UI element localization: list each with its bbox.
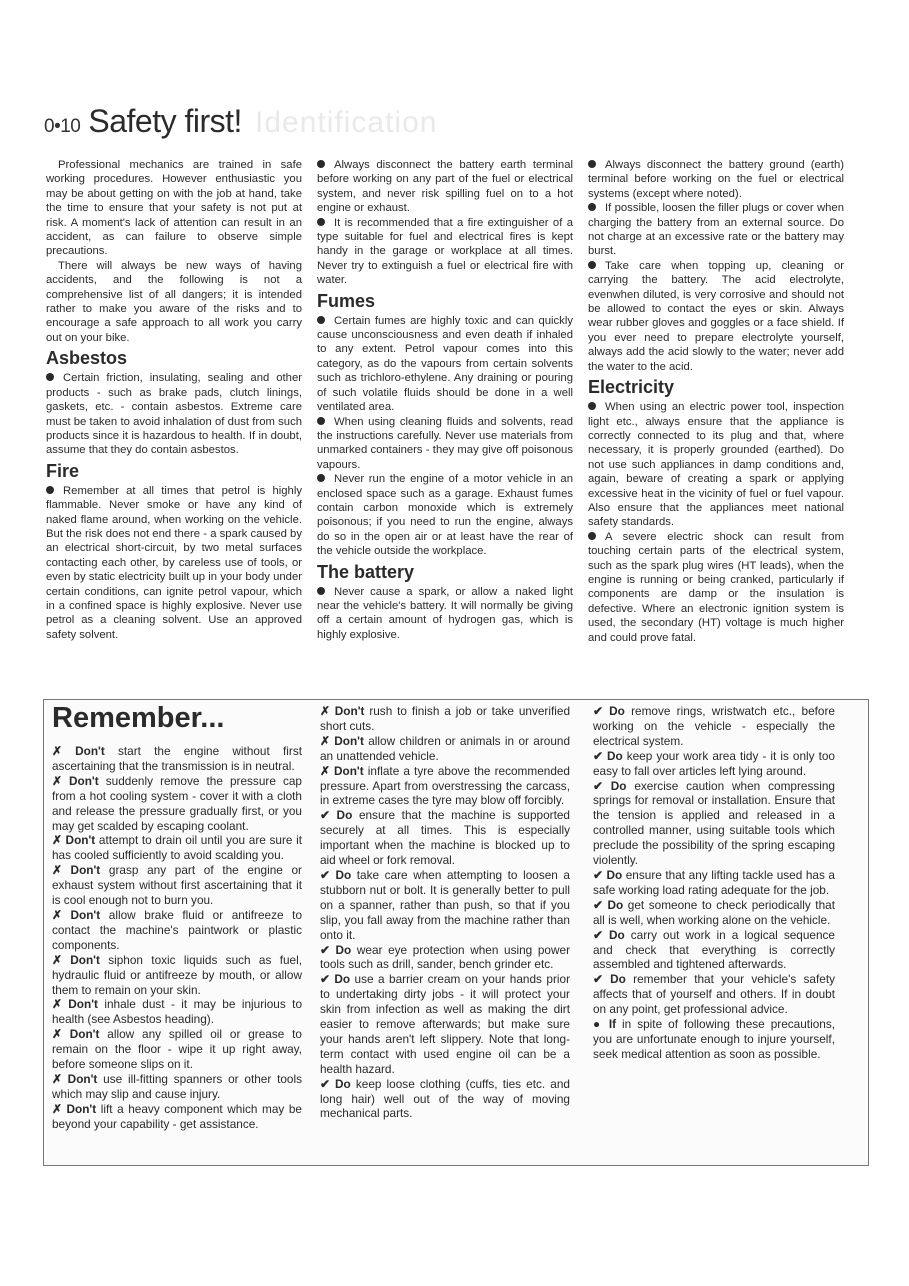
- rule-text: attempt to drain oil until you are sure it has cooled sufficiently to avoid scalding you.: [52, 833, 302, 863]
- remember-title: Remember...: [52, 702, 225, 734]
- bullet-icon: [588, 402, 596, 410]
- dont-rule: [52, 1102, 302, 1132]
- rule-text: get someone to check periodically that all is well, when working alone on the vehicle.: [593, 897, 835, 927]
- do-rule: [593, 779, 835, 868]
- fumes-heading: Fumes: [317, 290, 376, 311]
- bullet-icon: [588, 160, 596, 168]
- electricity-paragraph-2: A severe electric shock can result from touching certain parts of the electrical system, such as the spark plug wires (HT leads), when the engine is running or being cranked, particularly if components are damp or the insulation is defective. Where an electronic ignition system is used, the secondary (HT) voltage is much higher and could prove fatal.: [588, 530, 844, 644]
- battery-paragraph-1: Never cause a spark, or allow a naked light near the vehicle's battery. It will normally be giving off a certain amount of hydrogen gas, which is highly explosive.: [317, 585, 573, 641]
- do-rule: [320, 808, 570, 868]
- do-rule: [593, 868, 835, 898]
- fumes-paragraph-1: Certain fumes are highly toxic and can quickly cause unconsciousness and even death if inhaled to any extent. Petrol vapour comes into this category, as do the vapours from certain solvents such as trichloro-ethylene. Any draining or pouring of such volatile fluids should be done in a well ventilated area.: [317, 314, 573, 414]
- bullet-icon: [588, 203, 596, 211]
- fumes-paragraph-2: When using cleaning fluids and solvents, read the instructions carefully. Never use materials from unmarked containers - they may give off poisonous vapours.: [317, 415, 573, 471]
- if-rule: [593, 1017, 835, 1062]
- rule-text: use a barrier cream on your hands prior to undertaking dirty jobs - it will protect your skin from infection as well as making the dirt easier to remove afterwards; but make sure your hands aren't left slippery. Note that long-term contact with used engine oil can be a health hazard.: [320, 972, 570, 1076]
- rule-text: carry out work in a logical sequence and check that everything is correctly assembled and tightened afterwards.: [593, 927, 835, 972]
- do-rule: [320, 1077, 570, 1122]
- page-number: 0•10: [44, 116, 81, 137]
- column-1: [46, 158, 302, 642]
- rule-text: grasp any part of the engine or exhaust system without first ascertaining that it is cool enough not to burn you.: [52, 863, 302, 908]
- page-header: [44, 103, 242, 143]
- fumes-paragraph-3: Never run the engine of a motor vehicle in an enclosed space such as a garage. Exhaust fumes contain carbon monoxide which is extremely poisonous; if you need to run the engine, always do so in the open air or at least have the rear of the vehicle outside the workplace.: [317, 473, 573, 558]
- rule-text: siphon toxic liquids such as fuel, hydraulic fluid or antifreeze by mouth, or allow them to remain on your skin.: [52, 952, 303, 997]
- column-2: [317, 158, 573, 642]
- column-3: [588, 158, 844, 645]
- remember-column-left: [52, 744, 302, 1132]
- rule-text: in spite of following these precautions, you are unfortunate enough to injure yourself, seek medical attention as soon as possible.: [593, 1017, 835, 1061]
- fire-heading: Fire: [46, 460, 80, 481]
- dont-rule: [320, 734, 570, 764]
- intro-paragraph-1: Professional mechanics are trained in safe working procedures. However enthusiastic you may be about getting on with the job at hand, take the time to ensure that your safety is not put at risk. A moment's lack of attention can result in an accident, as can failure to observe simple precautions.: [46, 159, 302, 258]
- dont-rule: [320, 704, 570, 734]
- rule-text: exercise caution when compressing springs for removal or installation. Ensure that the tension is applied and released in a controlled manner, using suitable tools which preclude the possibility of the spring escaping violently.: [593, 778, 835, 868]
- rule-keyword: ✔ Do: [593, 704, 632, 718]
- rule-text: use ill-fitting spanners or other tools which may slip and cause injury.: [52, 1071, 302, 1101]
- rule-keyword: ✗ Don't: [320, 704, 370, 718]
- bullet-icon: [588, 261, 596, 269]
- rule-keyword: ✔ Do: [320, 942, 357, 957]
- rule-text: allow brake fluid or antifreeze to contact the machine's paintwork or plastic components.: [52, 907, 303, 952]
- electricity-heading: Electricity: [588, 377, 675, 398]
- rule-keyword: ✗ Don't: [52, 833, 99, 848]
- rule-text: start the engine without first ascertaining that the transmission is in neutral.: [52, 744, 302, 773]
- rule-text: allow children or animals in or around an unattended vehicle.: [320, 733, 571, 763]
- bullet-icon: [317, 316, 325, 324]
- rule-text: lift a heavy component which may be beyond your capability - get assistance.: [52, 1101, 302, 1131]
- rule-keyword: ✔ Do: [320, 808, 359, 823]
- asbestos-heading: Asbestos: [46, 348, 128, 369]
- extinguisher-paragraph: It is recommended that a fire extinguisher of a type suitable for fuel and electrical fires is kept handy in the garage or workplace at all times. Never try to extinguish a fuel or electrical fire with water.: [317, 216, 573, 287]
- rule-keyword: ✔ Do: [320, 867, 357, 882]
- dont-rule: [52, 997, 302, 1027]
- do-rule: [320, 943, 570, 973]
- bullet-icon: [317, 587, 325, 595]
- rule-keyword: ✔ Do: [593, 927, 631, 942]
- rule-keyword: ✔ Do: [593, 867, 626, 882]
- dont-rule: [320, 764, 570, 809]
- bullet-icon: [317, 474, 325, 482]
- rule-keyword: ✗ Don't: [320, 763, 368, 778]
- rule-text: keep loose clothing (cuffs, ties etc. and long hair) well out of the way of moving mechanical parts.: [320, 1076, 570, 1121]
- bullet-icon: [588, 532, 596, 540]
- bullet-icon: [317, 160, 325, 168]
- rule-text: suddenly remove the pressure cap from a hot cooling system - cover it with a cloth and release the pressure gradually first, or you may get scalded by escaping coolant.: [52, 773, 302, 833]
- rule-text: keep your work area tidy - it is only too easy to fall over articles left lying around.: [593, 748, 835, 778]
- do-rule: [593, 972, 835, 1017]
- earth-paragraph: Always disconnect the battery earth terminal before working on any part of the fuel or electrical system, and never risk spilling fuel on to a hot engine or exhaust.: [317, 159, 573, 215]
- filler-plugs-paragraph: If possible, loosen the filler plugs or cover when charging the battery from an external source. Do not charge at an excessive rate or the battery may burst.: [588, 202, 844, 258]
- do-rule: [593, 928, 835, 973]
- remember-column-middle: [320, 704, 570, 1121]
- dont-rule: [52, 833, 302, 863]
- remember-box: [43, 699, 869, 1166]
- dont-rule: [52, 863, 302, 908]
- page-title: Safety first!: [88, 103, 242, 139]
- rule-keyword: ✔ Do: [593, 748, 627, 763]
- battery-heading: The battery: [317, 561, 415, 582]
- rule-text: ensure that the machine is supported securely at all times. This is especially important when the machine is blocked up to aid wheel or fork removal.: [320, 808, 570, 868]
- do-rule: [320, 972, 570, 1076]
- battery-ground-paragraph: Always disconnect the battery ground (earth) terminal before working on the fuel or electrical systems (except where noted).: [588, 159, 844, 200]
- remember-column-right: [593, 704, 835, 1062]
- rule-text: take care when attempting to loosen a stubborn nut or bolt. It is generally better to pull on a spanner, rather than push, so that if you slip, you fall away from the machine rather than onto it.: [320, 867, 570, 942]
- rule-keyword: ✔ Do: [593, 972, 634, 987]
- do-rule: [593, 704, 835, 749]
- rule-keyword: ● If: [593, 1017, 623, 1032]
- rule-text: remember that your vehicle's safety affects that of yourself and others. If in doubt on any point, get professional advice.: [593, 972, 835, 1017]
- dont-rule: [52, 908, 302, 953]
- fire-paragraph: Remember at all times that petrol is highly flammable. Never smoke or have any kind of naked flame around, when working on the vehicle. But the risk does not end there - a spark caused by an electrical short-circuit, by two metal surfaces contacting each other, by careless use of tools, or even by static electricity built up in your body under certain conditions, can ignite petrol vapour, which in a confined space is highly explosive. Never use petrol as a cleaning solvent. Use an approved safety solvent.: [46, 484, 302, 641]
- rule-keyword: ✗ Don't: [52, 863, 109, 878]
- electricity-paragraph-1: When using an electric power tool, inspection light etc., always ensure that the appliance is correctly connected to its plug and that, where necessary, it is properly grounded (earthed). Do not use such appliances in damp conditions and, again, beware of creating a spark or applying excessive heat in the vicinity of fuel or fuel vapour. Also ensure that the appliances meet national safety standards.: [588, 401, 844, 529]
- rule-text: ensure that any lifting tackle used has a safe working load rating adequate for the job.: [593, 867, 835, 897]
- rule-keyword: ✗ Don't: [52, 1101, 101, 1116]
- asbestos-paragraph: Certain friction, insulating, sealing and other products - such as brake pads, clutch linings, gaskets, etc. - contain asbestos. Extreme care must be taken to avoid inhalation of dust from such products since it is hazardous to health. If in doubt, assume that they do contain asbestos.: [46, 372, 302, 457]
- rule-keyword: ✔ Do: [320, 1076, 356, 1091]
- dont-rule: [52, 1027, 302, 1072]
- dont-rule: [52, 744, 302, 774]
- rule-keyword: ✗ Don't: [52, 997, 105, 1012]
- dont-rule: [52, 774, 302, 834]
- electrolyte-paragraph: Take care when topping up, cleaning or carrying the battery. The acid electrolyte, evenwhen diluted, is very corrosive and should not be allowed to contact the eyes or skin. Always wear rubber gloves and goggles or a face shield. If you ever need to prepare electrolyte yourself, always add the acid slowly to the water; never add the water to the acid.: [588, 259, 844, 373]
- rule-text: wear eye protection when using power tools such as drill, sander, bench grinder etc.: [320, 942, 570, 972]
- ghost-heading: Identification: [255, 106, 438, 139]
- rule-keyword: ✗ Don't: [52, 907, 109, 922]
- rule-keyword: ✗ Don't: [320, 733, 369, 748]
- bullet-icon: [46, 373, 54, 381]
- bullet-icon: [46, 486, 54, 494]
- rule-keyword: ✗ Don't: [52, 952, 109, 967]
- bullet-icon: [317, 417, 325, 425]
- rule-keyword: ✔ Do: [320, 972, 355, 987]
- rule-text: remove rings, wristwatch etc., before working on the vehicle - especially the electrical system.: [593, 704, 835, 748]
- rule-text: inflate a tyre above the recommended pressure. Apart from overstressing the carcass, in extreme cases the tyre may blow off forcibly.: [320, 763, 570, 808]
- rule-keyword: ✔ Do: [593, 778, 635, 793]
- rule-keyword: ✗ Don't: [52, 773, 106, 788]
- rule-keyword: ✔ Do: [593, 897, 628, 912]
- do-rule: [593, 898, 835, 928]
- rule-text: allow any spilled oil or grease to remain on the floor - wipe it up right away, before someone slips on it.: [52, 1027, 302, 1072]
- dont-rule: [52, 953, 302, 998]
- do-rule: [320, 868, 570, 943]
- do-rule: [593, 749, 835, 779]
- rule-text: rush to finish a job or take unverified short cuts.: [320, 704, 571, 733]
- rule-keyword: ✗ Don't: [52, 744, 118, 758]
- rule-keyword: ✗ Don't: [52, 1027, 108, 1042]
- rule-text: inhale dust - it may be injurious to health (see Asbestos heading).: [52, 997, 303, 1027]
- bullet-icon: [317, 218, 325, 226]
- intro-paragraph-2: There will always be new ways of having accidents, and the following is not a comprehensive list of all dangers; it is intended rather to make you aware of the risks and to encourage a safe approach to all work you carry out on your bike.: [46, 259, 302, 344]
- rule-keyword: ✗ Don't: [52, 1071, 104, 1086]
- dont-rule: [52, 1072, 302, 1102]
